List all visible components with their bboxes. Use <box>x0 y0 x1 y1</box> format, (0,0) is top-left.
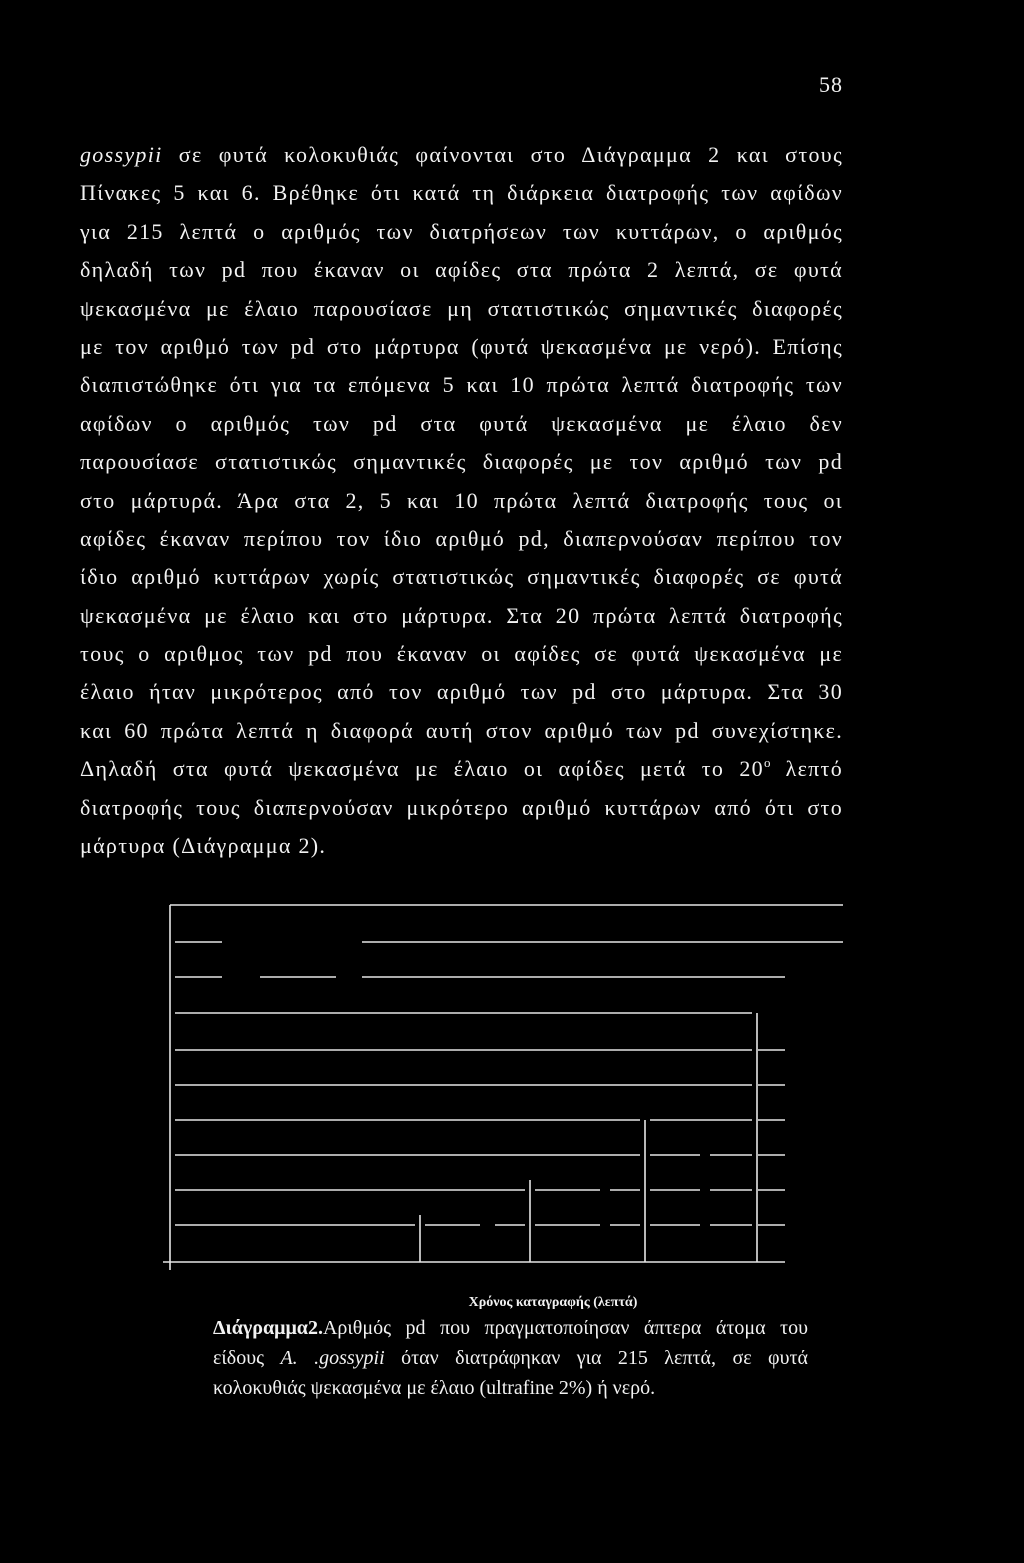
text-span: Δηλαδή στα φυτά ψεκασμένα με έλαιο οι αφίδες μετά το 20 <box>80 756 764 782</box>
text-line: στο μάρτυρά. Άρα στα 2, 5 και 10 πρώτα λεπτά διατροφής τους οι <box>80 487 843 513</box>
species-name: A. .gossypii <box>280 1347 385 1369</box>
caption-line: κολοκυθιάς ψεκασμένα με έλαιο (ultrafine 2%) ή νερό. <box>213 1377 656 1399</box>
text-line: δηλαδή των pd που έκαναν οι αφίδες στα πρώτα 2 λεπτά, σε φυτά <box>80 257 843 283</box>
text-line: Πίνακες 5 και 6. Βρέθηκε ότι κατά τη διάρκεια διατροφής των αφίδων <box>80 180 843 206</box>
page-number: 58 <box>819 72 843 97</box>
text-span: λεπτό <box>785 756 843 782</box>
figure-diagram <box>150 890 870 1280</box>
text-line: και 60 πρώτα λεπτά η διαφορά αυτή στον αριθμό των pd συνεχίστηκε. <box>80 717 843 743</box>
x-axis-label: Χρόνος καταγραφής (λεπτά) <box>468 1295 638 1310</box>
text-line <box>80 750 843 788</box>
caption-text: είδους <box>213 1347 265 1369</box>
species-name: gossypii <box>80 142 163 167</box>
caption-text: Αριθμός pd που πραγματοποίησαν άπτερα άτομα του <box>322 1317 808 1339</box>
text-line: ψεκασμένα με έλαιο και στο μάρτυρα. Στα 20 πρώτα λεπτά διατροφής <box>80 602 843 628</box>
text-line: μάρτυρα (Διάγραμμα 2). <box>80 833 327 859</box>
text-line: για 215 λεπτά ο αριθμός των διατρήσεων των κυττάρων, ο αριθμός <box>80 218 843 244</box>
caption-label: Διάγραμμα2. <box>213 1317 323 1339</box>
text-line: ψεκασμένα με έλαιο παρουσίασε μη στατιστικώς σημαντικές διαφορές <box>80 295 843 321</box>
caption-text: όταν διατράφηκαν για 215 λεπτά, σε φυτά <box>401 1347 809 1369</box>
text-line: διαπιστώθηκε ότι για τα επόμενα 5 και 10 πρώτα λεπτά διατροφής των <box>80 372 843 398</box>
text-line <box>80 136 843 174</box>
body-paragraph <box>80 136 843 865</box>
text-line: διατροφής τους διαπερνούσαν μικρότερο αριθμό κυττάρων από ότι στο <box>80 794 843 820</box>
figure-caption <box>213 1313 808 1403</box>
caption-line <box>213 1343 808 1373</box>
text-line: έλαιο ήταν μικρότερος από τον αριθμό των pd στο μάρτυρα. Στα 30 <box>80 679 843 705</box>
text-line: με τον αριθμό των pd στο μάρτυρα (φυτά ψεκασμένα με νερό). Επίσης <box>80 333 843 359</box>
caption-line <box>213 1313 808 1343</box>
text-line: παρουσίασε στατιστικώς σημαντικές διαφορές με τον αριθμό των pd <box>80 449 843 475</box>
text-line: τους ο αριθμος των pd που έκαναν οι αφίδες σε φυτά ψεκασμένα με <box>80 641 843 667</box>
text-line: αφίδες έκαναν περίπου τον ίδιο αριθμό pd, διαπερνούσαν περίπου τον <box>80 525 843 551</box>
text-line: ίδιο αριθμό κυττάρων χωρίς στατιστικώς σημαντικές διαφορές σε φυτά <box>80 564 843 590</box>
ordinal-superscript: ο <box>763 755 771 771</box>
text-line: αφίδων ο αριθμός των pd στα φυτά ψεκασμένα με έλαιο δεν <box>80 410 843 436</box>
text-span: σε φυτά κολοκυθιάς φαίνονται στο Διάγραμμα 2 και στους <box>178 142 843 167</box>
